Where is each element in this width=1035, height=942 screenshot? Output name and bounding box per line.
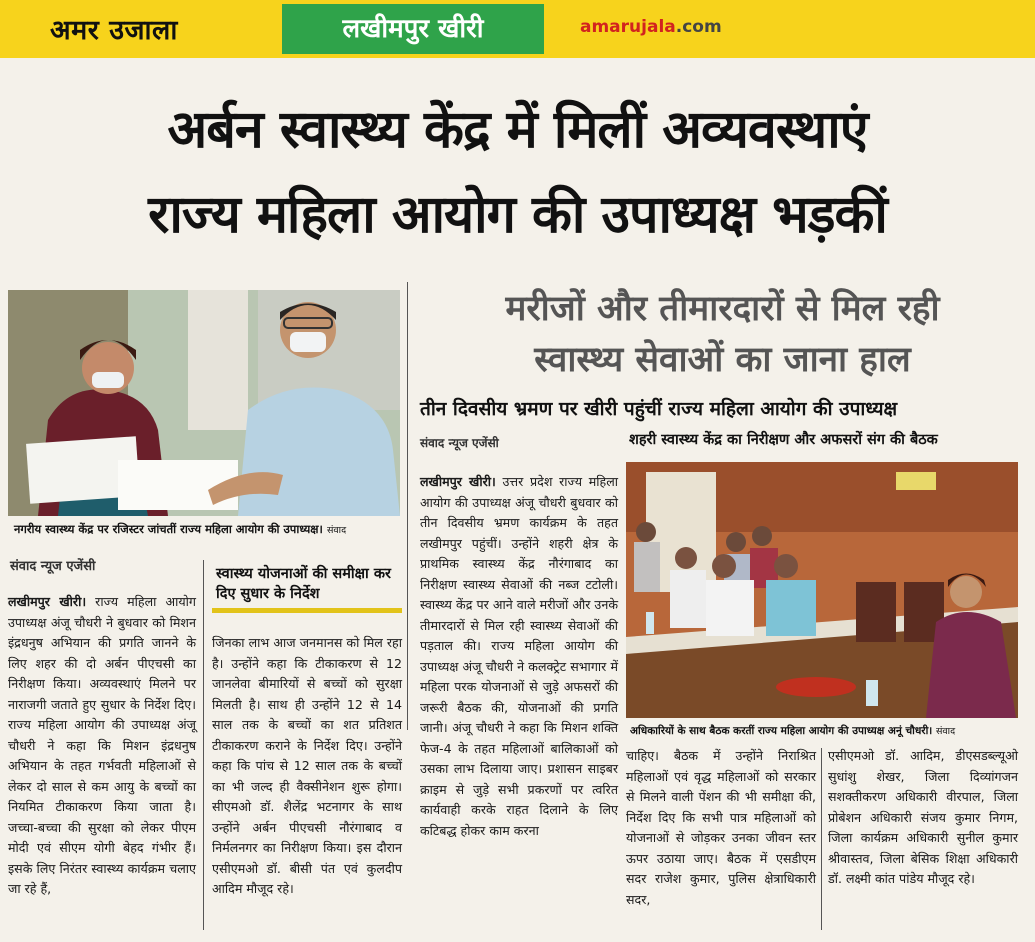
site-domain: .com (675, 17, 722, 37)
photo-credit-2: संवाद (935, 726, 956, 737)
box-heading: स्वास्थ्य योजनाओं की समीक्षा कर दिए सुधार के निर्देश (212, 564, 402, 613)
story1-dateline: लखीमपुर खीरी। (8, 594, 87, 609)
photo-credit-1: संवाद (326, 525, 347, 536)
story2-column-5 (828, 746, 1018, 890)
story1-col2-text: जिनका लाभ आज जनमानस को मिल रहा है। उन्होंने कहा कि टीकाकरण से 12 जानलेवा बीमारियों से बच्चों को सुरक्षा मिलती है। साथ ही उन्होंने 12 से 14 साल तक के बच्चों का शत प्रतिशत टीकाकरण कराने के निर्देश दिए। उन्होंने कहा कि पांच से 12 साल तक के बच्चों का भी जल्द ही वैक्सीनेशन शुरू होगा। सीएमओ डॉ. शैलेंद्र भटनागर के साथ उन्होंने अर्बन पीएचसी नौरंगाबाद व निर्मलनगर का निरीक्षण किया। इस दौरान एसीएमओ डॉ. बीसी पंत एवं कुलदीप आदिम मौजूद रहे। (212, 635, 402, 896)
right-column-rule (821, 748, 822, 930)
story2-dateline: लखीमपुर खीरी। (420, 474, 496, 489)
story2-deck: तीन दिवसीय भ्रमण पर खीरी पहुंचीं राज्य महिला आयोग की उपाध्यक्ष (420, 398, 898, 420)
byline-right: संवाद न्यूज एजेंसी (420, 436, 499, 450)
left-column-rule (203, 560, 204, 930)
photo-caption-1-text: नगरीय स्वास्थ्य केंद्र पर रजिस्टर जांचतीं राज्य महिला आयोग की उपाध्यक्ष। (14, 522, 323, 536)
photo-caption-2 (630, 724, 955, 738)
photo-caption-2-text: अधिकारियों के साथ बैठक करतीं राज्य महिला आयोग की उपाध्यक्ष अनूं चौधरी। (630, 725, 933, 737)
inspection-photo-art (8, 290, 400, 516)
masthead (0, 0, 1035, 58)
district-label: लखीमपुर खीरी (282, 4, 544, 54)
meeting-photo-art (626, 462, 1018, 718)
story2-col4-text: चाहिए। बैठक में उन्होंने निराश्रित महिलाओं एवं वृद्ध महिलाओं को सरकार से मिलने वाली पेंशन की भी समीक्षा की, निर्देश दिए कि सभी पात्र महिलाओं को योजनाओं से जोड़कर उनका जीवन स्तर ऊपर उठाया जाए। बैठक में एसडीएम सदर राजेश कुमार, पुलिस क्षेत्राधिकारी सदर, (626, 748, 816, 907)
story1-column-2 (212, 633, 402, 900)
story2-column-4 (626, 746, 816, 910)
story2-col5-text: एसीएमओ डॉ. आदिम, डीएसडब्ल्यूओ सुधांशु शेखर, जिला दिव्यांगजन सशक्तीकरण अधिकारी वीरपाल, जिला प्रोबेशन अधिकारी संजय कुमार निगम, जिला कार्यक्रम अधिकारी सुनील कुमार श्रीवास्तव, जिला बेसिक शिक्षा अधिकारी डॉ. लक्ष्मी कांत पांडेय मौजूद रहे। (828, 748, 1018, 886)
story2-headline-line1: मरीजों और तीमारदारों से मिल रही (505, 289, 940, 329)
meeting-photo (626, 462, 1018, 718)
site-brand: amarujala (580, 17, 676, 37)
story2-headline-line2: स्वास्थ्य सेवाओं का जाना हाल (534, 340, 911, 380)
story2-column-3 (420, 472, 618, 841)
photo-caption-1 (14, 522, 346, 537)
inspection-photo (8, 290, 400, 516)
main-headline-line2: राज्य महिला आयोग की उपाध्यक्ष भड़कीं (148, 185, 887, 245)
meeting-photo-title: शहरी स्वास्थ्य केंद्र का निरीक्षण और अफसरों संग की बैठक (629, 432, 938, 448)
story2-col3-text: उत्तर प्रदेश राज्य महिला आयोग की उपाध्यक्ष अंजू चौधरी बुधवार को तीन दिवसीय भ्रमण कार्यक्रम के तहत लखीमपुर पहुंचीं। उन्होंने शहरी क्षेत्र के प्राथमिक स्वास्थ्य केंद्र नौरंगाबाद का निरीक्षण स्वास्थ्य सेवाओं की नब्ज टटोली। स्वास्थ्य केंद्र पर आने वाले मरीजों और उनके तीमारदारों से मिल रही स्वास्थ्य सेवाओं की पड़ताल की। राज्य महिला आयोग की उपाध्यक्ष अंजू चौधरी ने कलक्ट्रेट सभागार में महिला परक योजनाओं से जुड़े अफसरों की जरूरी बैठक की, योजनाओं की प्रगति जानी। अंजू चौधरी ने कहा कि मिशन शक्ति फेज-4 के तहत महिलाओं बालिकाओं को उसका लाभ दिलाया जाए। प्रशासन साइबर क्राइम से जुड़े सभी प्रकरणों पर त्वरित कार्यवाही करके राहत दिलाने के लिए कटिबद्ध होकर काम करना (420, 474, 618, 838)
newspaper-logo: अमर उजाला (50, 15, 178, 46)
main-headline-line1: अर्बन स्वास्थ्य केंद्र में मिलीं अव्यवस्थाएं (167, 100, 868, 160)
column-rule (407, 282, 408, 730)
site-url (580, 17, 722, 37)
story1-column-1 (8, 592, 196, 900)
byline-left: संवाद न्यूज एजेंसी (10, 559, 96, 574)
story1-col1-text: राज्य महिला आयोग उपाध्यक्ष अंजू चौधरी ने बुधवार को मिशन इंद्रधनुष अभियान की प्रगति जानने के लिए शहर की दो अर्बन पीएचसी का निरीक्षण किया। अव्यवस्थाएं मिलने पर नाराजगी जताते हुए सुधार के निर्देश दिए। राज्य महिला आयोग की उपाध्यक्ष अंजू चौधरी ने कहा कि मिशन इंद्रधनुष अभियान के तहत गर्भवती महिलाओं से लेकर दो साल से कम आयु के बच्चों का नियमित टीकाकरण किया जाता है। जच्चा-बच्चा की सुरक्षा को लेकर पीएम मोदी एवं सीएम योगी बेहद गंभीर हैं। इसके लिए निरंतर स्वास्थ्य कार्यक्रम चलाए जा रहे हैं, (8, 594, 196, 896)
